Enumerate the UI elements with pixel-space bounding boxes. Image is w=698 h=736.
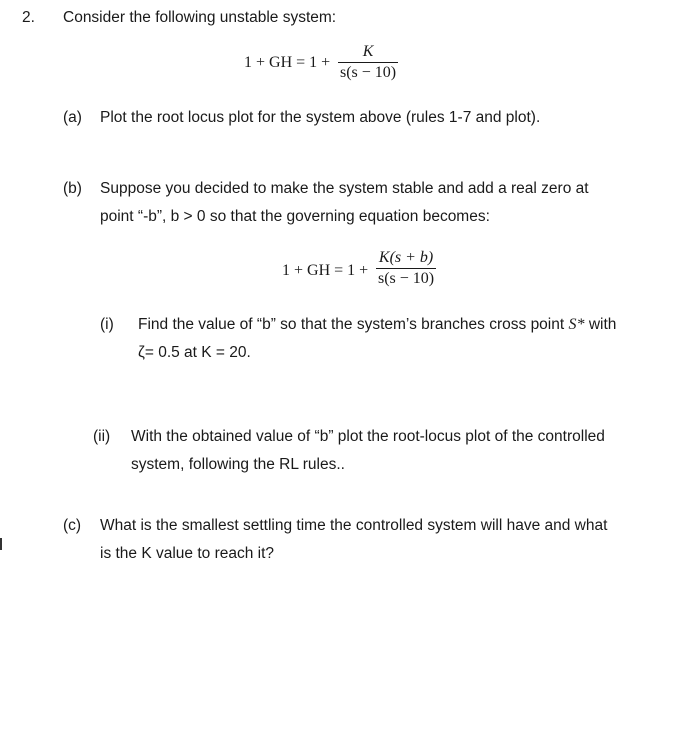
part-c-label: (c) xyxy=(63,517,82,534)
question-number: 2. xyxy=(22,9,35,26)
margin-mark xyxy=(0,538,2,550)
part-a-text: Plot the root locus plot for the system above (rules 1-7 and plot). xyxy=(100,109,541,126)
sub-i-line1-end: with xyxy=(588,316,617,333)
equation-2-denominator: s(s − 10) xyxy=(378,270,435,287)
sub-ii-line2: system, following the RL rules.. xyxy=(131,456,345,473)
sub-i-line1 xyxy=(138,316,616,334)
part-b-label: (b) xyxy=(63,180,82,197)
sub-i-line1-text: Find the value of “b” so that the system’s branches cross point xyxy=(138,316,565,333)
question-intro: Consider the following unstable system: xyxy=(63,9,337,26)
sub-i-label: (i) xyxy=(100,316,114,333)
equation-1-lhs: 1 + GH = 1 + xyxy=(244,54,331,71)
sub-i-line2: ζ= 0.5 at K = 20. xyxy=(138,344,251,361)
part-c-line1: What is the smallest settling time the controlled system will have and what xyxy=(100,517,608,534)
equation-2-fraction xyxy=(376,250,436,287)
part-b-line2: point “-b”, b > 0 so that the governing equation becomes: xyxy=(100,208,490,225)
part-c-line2: is the K value to reach it? xyxy=(100,545,275,562)
equation-1-numerator: K xyxy=(362,43,374,60)
part-b-line1: Suppose you decided to make the system stable and add a real zero at xyxy=(100,180,589,197)
sub-ii-line1: With the obtained value of “b” plot the root-locus plot of the controlled xyxy=(131,428,605,445)
equation-1-fraction xyxy=(338,44,398,81)
equation-2-lhs: 1 + GH = 1 + xyxy=(282,262,369,279)
equation-2-numerator: K(s + b) xyxy=(378,249,434,266)
sub-ii-label: (ii) xyxy=(93,428,111,445)
part-a-label: (a) xyxy=(63,109,82,126)
point-symbol: S* xyxy=(568,316,585,333)
equation-1-denominator: s(s − 10) xyxy=(340,64,397,81)
